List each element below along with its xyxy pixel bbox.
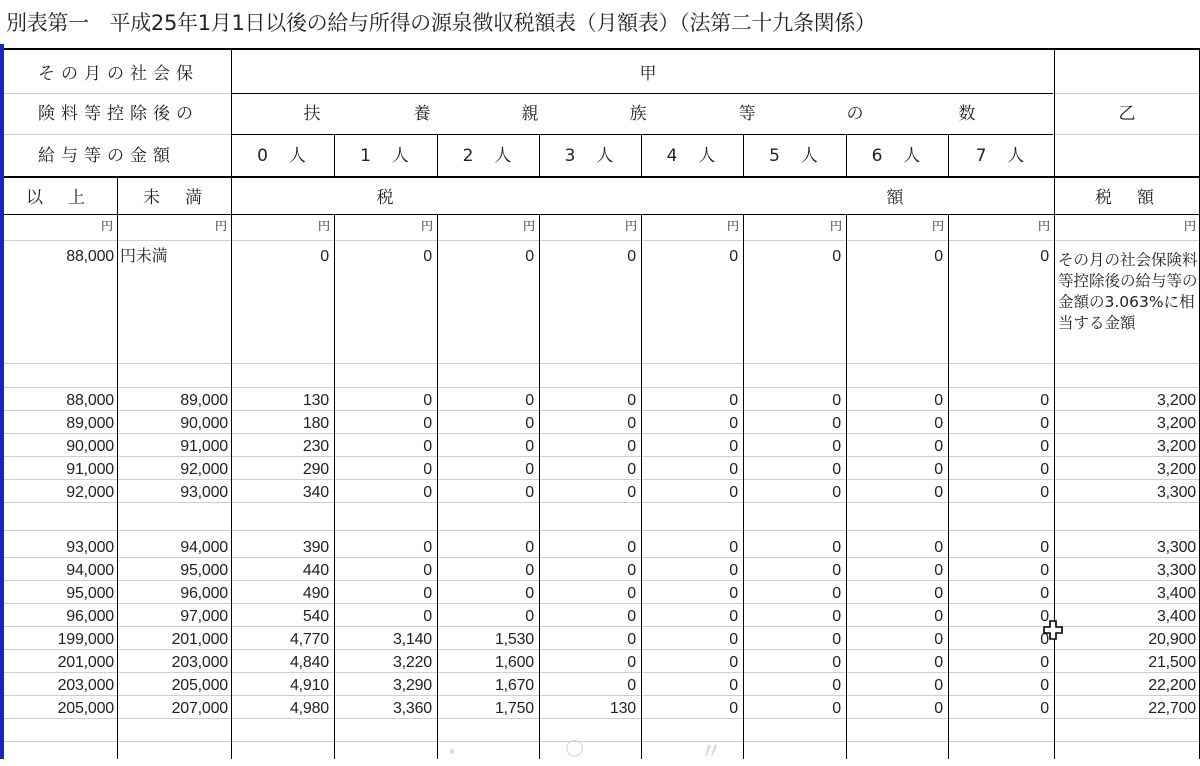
tax-value: 0	[627, 484, 636, 501]
amount-from: 89,000	[66, 415, 114, 432]
column-line	[743, 214, 744, 759]
grid-line	[4, 502, 1200, 503]
unit-yen-label: 円	[522, 219, 535, 233]
column-line	[437, 134, 438, 178]
grid-line	[4, 93, 231, 94]
amount-from: 88,000	[66, 248, 114, 265]
grid-line	[4, 741, 1200, 742]
tax-value: 0	[832, 654, 841, 671]
tax-value: 0	[832, 248, 841, 265]
otsu-tax-value: 3,300	[1156, 539, 1196, 556]
column-line	[539, 134, 540, 178]
tax-value: 0	[423, 562, 432, 579]
column-line	[743, 134, 744, 178]
tax-value: 0	[627, 677, 636, 694]
otsu-tax-value: 3,200	[1156, 461, 1196, 478]
tax-value: 0	[423, 438, 432, 455]
tax-value: 0	[729, 415, 738, 432]
tax-value: 0	[832, 585, 841, 602]
tax-value: 0	[729, 631, 738, 648]
column-line	[117, 176, 118, 759]
tax-value: 0	[525, 562, 534, 579]
border-line	[4, 48, 1200, 50]
grid-line	[4, 387, 1200, 388]
header-count-cell: 3 人	[564, 146, 616, 166]
tax-value: 0	[934, 700, 943, 717]
grid-line	[4, 672, 1200, 673]
tax-value: 0	[832, 392, 841, 409]
tax-value: 0	[934, 392, 943, 409]
tax-value: 0	[423, 248, 432, 265]
tax-value: 0	[525, 608, 534, 625]
tax-value: 0	[627, 392, 636, 409]
tax-value: 0	[525, 438, 534, 455]
header-dependents-char: 族	[629, 104, 647, 124]
header-dependents-char: 養	[413, 104, 431, 124]
tax-value: 180	[302, 415, 329, 432]
tax-value: 0	[627, 415, 636, 432]
cursor-cross-icon	[1043, 620, 1063, 640]
unit-yen-label: 円	[931, 219, 944, 233]
otsu-tax-value: 22,200	[1148, 677, 1196, 694]
grid-line	[4, 240, 1200, 241]
tax-value: 230	[302, 438, 329, 455]
header-zei: 税	[376, 188, 394, 208]
border-line	[231, 134, 1053, 135]
amount-to: 96,000	[180, 585, 228, 602]
tax-value: 0	[1040, 248, 1049, 265]
tax-value: 0	[627, 461, 636, 478]
header-dependents-char: 扶	[303, 104, 321, 124]
tax-value: 0	[525, 392, 534, 409]
tax-value: 340	[302, 484, 329, 501]
tax-value: 0	[934, 415, 943, 432]
grid-line	[4, 530, 1200, 531]
amount-to: 207,000	[171, 700, 228, 717]
amount-to: 201,000	[171, 631, 228, 648]
tax-value: 0	[832, 415, 841, 432]
grid-line	[4, 580, 1200, 581]
header-amount-label-3: 給与等の金額	[38, 146, 176, 166]
tax-value: 0	[934, 608, 943, 625]
tax-value: 0	[729, 248, 738, 265]
tax-value: 0	[832, 484, 841, 501]
tax-value: 3,360	[392, 700, 432, 717]
tax-value: 1,530	[494, 631, 534, 648]
page-title: 別表第一 平成25年1月1日以後の給与所得の源泉徴収税額表（月額表）（法第二十九条関係）	[6, 11, 876, 35]
header-ijou: 以 上	[26, 188, 89, 208]
tax-value: 0	[1040, 631, 1049, 648]
header-count-cell: 0 人	[257, 146, 308, 166]
tax-value: 0	[934, 461, 943, 478]
unit-yen-label: 円	[214, 219, 227, 233]
tax-value: 130	[302, 392, 329, 409]
amount-from: 95,000	[66, 585, 114, 602]
otsu-tax-value: 3,200	[1156, 392, 1196, 409]
tax-value: 0	[320, 248, 329, 265]
tax-value: 0	[729, 654, 738, 671]
grid-line	[4, 557, 1200, 558]
tax-value: 1,670	[494, 677, 534, 694]
header-amount-label-1: その月の社会保	[38, 64, 199, 84]
otsu-tax-value: 3,400	[1156, 608, 1196, 625]
tax-value: 0	[934, 677, 943, 694]
tax-value: 0	[627, 438, 636, 455]
amount-to: 95,000	[180, 562, 228, 579]
header-dependents-char: 等	[738, 104, 756, 124]
tax-value: 0	[729, 700, 738, 717]
tax-value: 0	[934, 654, 943, 671]
tax-value: 0	[1040, 461, 1049, 478]
tax-value: 4,910	[289, 677, 329, 694]
otsu-tax-value: 3,400	[1156, 585, 1196, 602]
tax-value: 0	[934, 248, 943, 265]
otsu-tax-value: 3,300	[1156, 484, 1196, 501]
otsu-tax-value: 3,200	[1156, 438, 1196, 455]
header-amount-label-2: 険料等控除後の	[38, 104, 199, 124]
watermark-fragment: ○	[565, 735, 585, 760]
column-line	[1054, 50, 1055, 759]
tax-value: 0	[934, 631, 943, 648]
amount-from: 199,000	[57, 631, 114, 648]
tax-value: 0	[934, 484, 943, 501]
tax-value: 0	[423, 415, 432, 432]
header-miman: 未 満	[143, 188, 206, 208]
tax-value: 0	[934, 585, 943, 602]
tax-value: 0	[627, 608, 636, 625]
tax-value: 3,220	[392, 654, 432, 671]
tax-value: 0	[934, 562, 943, 579]
grid-line	[4, 456, 1200, 457]
tax-value: 0	[729, 484, 738, 501]
column-line	[846, 134, 847, 178]
column-line	[334, 134, 335, 178]
tax-value: 0	[525, 539, 534, 556]
amount-from: 96,000	[66, 608, 114, 625]
column-line	[641, 134, 642, 178]
amount-to: 97,000	[180, 608, 228, 625]
tax-value: 0	[1040, 562, 1049, 579]
tax-value: 1,750	[494, 700, 534, 717]
tax-value: 0	[1040, 700, 1049, 717]
header-count-cell: 5 人	[769, 146, 820, 166]
amount-from: 93,000	[66, 539, 114, 556]
grid-line	[4, 134, 231, 135]
tax-value: 0	[525, 585, 534, 602]
tax-value: 0	[423, 539, 432, 556]
column-line	[846, 214, 847, 759]
amount-to: 203,000	[171, 654, 228, 671]
column-line	[437, 214, 438, 759]
amount-to: 92,000	[180, 461, 228, 478]
tax-value: 0	[627, 562, 636, 579]
unit-yen-label: 円	[1183, 219, 1196, 233]
grid-line	[4, 695, 1200, 696]
tax-value: 0	[729, 608, 738, 625]
header-count-cell: 7 人	[975, 146, 1027, 166]
amount-to: 94,000	[180, 539, 228, 556]
border-line	[4, 214, 1200, 215]
tax-value: 0	[1040, 539, 1049, 556]
tax-value: 0	[832, 562, 841, 579]
tax-value: 0	[627, 631, 636, 648]
tax-value: 0	[525, 415, 534, 432]
tax-value: 440	[302, 562, 329, 579]
otsu-tax-value: 3,300	[1156, 562, 1196, 579]
otsu-tax-value: 22,700	[1148, 700, 1196, 717]
border-line	[4, 176, 1200, 178]
header-dependents-char: 数	[958, 104, 976, 124]
watermark-fragment: 〃	[700, 740, 723, 765]
tax-value: 0	[423, 608, 432, 625]
tax-value: 0	[832, 700, 841, 717]
grid-line	[4, 433, 1200, 434]
grid-line	[4, 410, 1200, 411]
tax-value: 4,770	[289, 631, 329, 648]
border-line	[231, 93, 1053, 94]
unit-yen-label: 円	[1037, 219, 1050, 233]
amount-from: 94,000	[66, 562, 114, 579]
tax-value: 0	[832, 461, 841, 478]
unit-yen-label: 円	[726, 219, 739, 233]
tax-value: 0	[1040, 415, 1049, 432]
column-line	[948, 134, 949, 178]
tax-value: 0	[729, 562, 738, 579]
grid-line	[4, 626, 1200, 627]
column-line	[539, 214, 540, 759]
grid-line	[1054, 134, 1200, 135]
otsu-tax-value: 21,500	[1148, 654, 1196, 671]
tax-value: 0	[832, 631, 841, 648]
tax-value: 0	[1040, 438, 1049, 455]
tax-value: 0	[423, 392, 432, 409]
tax-value: 0	[729, 539, 738, 556]
header-kou: 甲	[639, 64, 657, 84]
tax-value: 0	[832, 438, 841, 455]
otsu-tax-value: 20,900	[1148, 631, 1196, 648]
tax-value: 0	[627, 654, 636, 671]
unit-yen-label: 円	[100, 219, 113, 233]
tax-value: 0	[729, 677, 738, 694]
header-count-cell: 6 人	[871, 146, 923, 166]
header-count-cell: 1 人	[360, 146, 411, 166]
grid-line	[4, 718, 1200, 719]
tax-value: 0	[525, 461, 534, 478]
tax-value: 0	[423, 461, 432, 478]
amount-to: 円未満	[120, 248, 168, 265]
tax-value: 4,980	[289, 700, 329, 717]
unit-yen-label: 円	[624, 219, 637, 233]
column-line	[948, 214, 949, 759]
unit-yen-label: 円	[420, 219, 433, 233]
tax-value: 0	[1040, 677, 1049, 694]
tax-value: 130	[609, 700, 636, 717]
tax-value: 0	[1040, 585, 1049, 602]
amount-from: 205,000	[57, 700, 114, 717]
tax-value: 0	[423, 484, 432, 501]
tax-value: 0	[1040, 392, 1049, 409]
otsu-note: その月の社会保険料等控除後の給与等の金額の3.063%に相当する金額	[1058, 251, 1198, 332]
otsu-tax-value: 3,200	[1156, 415, 1196, 432]
tax-value: 0	[525, 484, 534, 501]
header-dependents-char: 親	[521, 104, 539, 124]
amount-to: 93,000	[180, 484, 228, 501]
tax-value: 0	[729, 438, 738, 455]
amount-from: 90,000	[66, 438, 114, 455]
grid-line	[4, 363, 1200, 364]
tax-value: 540	[302, 608, 329, 625]
unit-yen-label: 円	[317, 219, 330, 233]
tax-value: 0	[934, 539, 943, 556]
amount-to: 91,000	[180, 438, 228, 455]
tax-value: 1,600	[494, 654, 534, 671]
tax-value: 0	[729, 585, 738, 602]
amount-to: 205,000	[171, 677, 228, 694]
header-otsu: 乙	[1118, 104, 1136, 124]
tax-value: 4,840	[289, 654, 329, 671]
column-line	[231, 50, 232, 759]
tax-value: 0	[525, 248, 534, 265]
header-zeigaku: 税 額	[1095, 188, 1158, 208]
tax-value: 490	[302, 585, 329, 602]
tax-value: 0	[1040, 654, 1049, 671]
amount-from: 92,000	[66, 484, 114, 501]
header-gaku: 額	[886, 188, 904, 208]
amount-from: 91,000	[66, 461, 114, 478]
tax-value: 3,290	[392, 677, 432, 694]
tax-value: 0	[832, 539, 841, 556]
header-count-cell: 2 人	[462, 146, 514, 166]
tax-value: 0	[729, 461, 738, 478]
tax-value: 0	[729, 392, 738, 409]
tax-value: 0	[832, 608, 841, 625]
amount-from: 201,000	[57, 654, 114, 671]
tax-value: 0	[934, 438, 943, 455]
column-line	[641, 214, 642, 759]
amount-to: 89,000	[180, 392, 228, 409]
tax-value: 0	[1040, 484, 1049, 501]
tax-value: 390	[302, 539, 329, 556]
column-line	[334, 214, 335, 759]
amount-from: 203,000	[57, 677, 114, 694]
tax-value: 0	[832, 677, 841, 694]
grid-line	[4, 479, 1200, 480]
tax-value: 0	[627, 248, 636, 265]
tax-value: 0	[423, 585, 432, 602]
tax-value: 0	[627, 585, 636, 602]
tax-value: 0	[627, 539, 636, 556]
amount-to: 90,000	[180, 415, 228, 432]
tax-value: 3,140	[392, 631, 432, 648]
header-dependents-char: の	[846, 104, 864, 124]
grid-line	[4, 603, 1200, 604]
tax-value: 0	[1040, 608, 1049, 625]
unit-yen-label: 円	[829, 219, 842, 233]
grid-line	[1054, 93, 1200, 94]
watermark-fragment: ·	[448, 740, 457, 765]
grid-line	[4, 649, 1200, 650]
header-count-cell: 4 人	[666, 146, 718, 166]
tax-value: 290	[302, 461, 329, 478]
amount-from: 88,000	[66, 392, 114, 409]
